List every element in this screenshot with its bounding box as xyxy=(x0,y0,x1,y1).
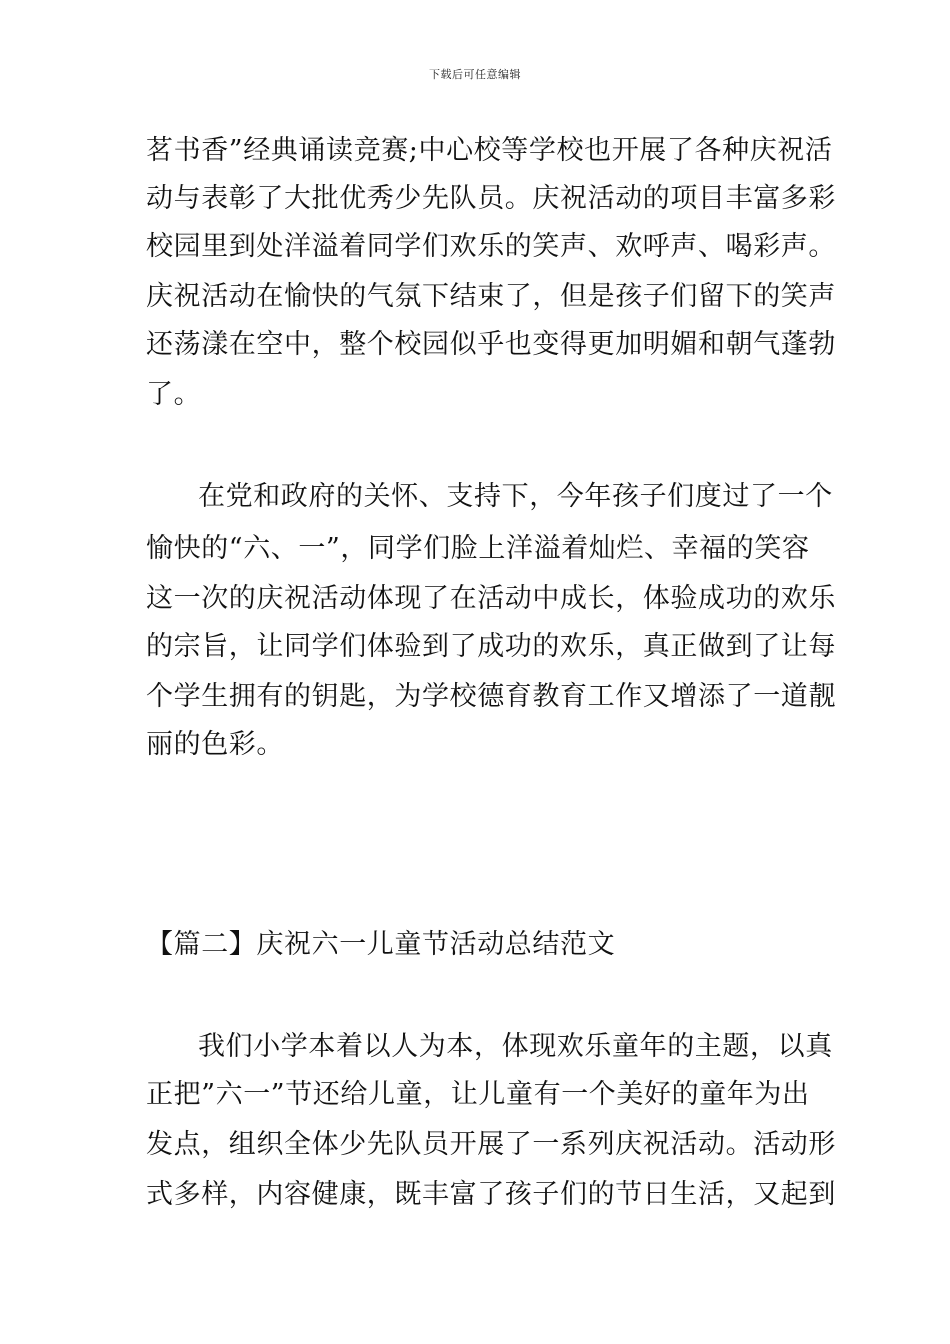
paragraph-2-line: 丽的色彩。 xyxy=(146,729,284,760)
paragraph-1-line: 校园里到处洋溢着同学们欢乐的笑声、欢呼声、喝彩声。 xyxy=(146,231,836,262)
header-note: 下载后可任意编辑 xyxy=(429,68,521,81)
paragraph-2-line: 的宗旨，让同学们体验到了成功的欢乐，真正做到了让每 xyxy=(146,631,836,662)
paragraph-2-line: 个学生拥有的钥匙，为学校德育教育工作又增添了一道靓 xyxy=(146,681,836,712)
paragraph-1-line: 庆祝活动在愉快的气氛下结束了，但是孩子们留下的笑声 xyxy=(146,281,836,312)
paragraph-3-line: 我们小学本着以人为本，体现欢乐童年的主题，以真 xyxy=(198,1031,833,1062)
paragraph-3-line: 式多样，内容健康，既丰富了孩子们的节日生活，又起到 xyxy=(146,1179,836,1210)
paragraph-1-line: 动与表彰了大批优秀少先队员。庆祝活动的项目丰富多彩 xyxy=(146,183,836,214)
paragraph-2-line: 在党和政府的关怀、支持下，今年孩子们度过了一个 xyxy=(198,481,833,512)
paragraph-2-line: 愉快的“六、一”，同学们脸上洋溢着灿烂、幸福的笑容 xyxy=(146,533,810,564)
paragraph-2-line: 这一次的庆祝活动体现了在活动中成长，体验成功的欢乐 xyxy=(146,583,836,614)
section-heading: 【篇二】庆祝六一儿童节活动总结范文 xyxy=(146,929,616,960)
paragraph-1-line: 茗书香”经典诵读竞赛;中心校等学校也开展了各种庆祝活 xyxy=(146,135,833,166)
paragraph-3-line: 发点，组织全体少先队员开展了一系列庆祝活动。活动形 xyxy=(146,1129,836,1160)
paragraph-1-line: 还荡漾在空中，整个校园似乎也变得更加明媚和朝气蓬勃 xyxy=(146,329,836,360)
paragraph-1-line: 了。 xyxy=(146,379,202,410)
paragraph-3-line: 正把”六一”节还给儿童，让儿童有一个美好的童年为出 xyxy=(146,1079,810,1110)
